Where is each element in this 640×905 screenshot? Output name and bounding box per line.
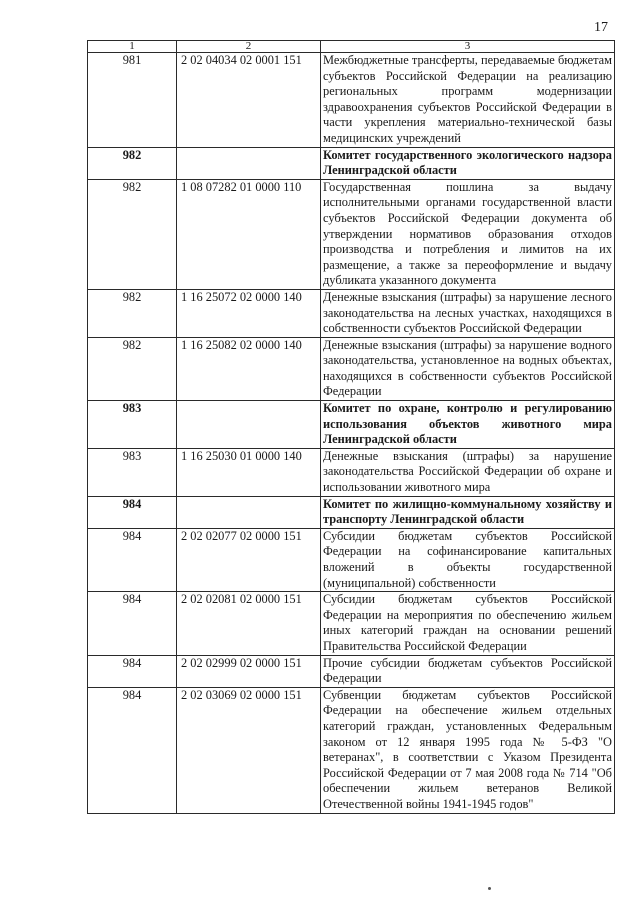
budget-code-cell: 2 02 02999 02 0000 151 xyxy=(177,655,321,687)
admin-code-cell: 982 xyxy=(88,179,177,289)
organization-name-cell: Комитет по охране, контролю и регулированию использования объектов животного мира Ленинградской области xyxy=(321,401,615,449)
admin-code-cell: 984 xyxy=(88,528,177,591)
table-row xyxy=(88,528,615,591)
revenue-name-cell: Субвенции бюджетам субъектов Российской Федерации на обеспечение жильем отдельных категорий граждан, установленных Федеральным законом от 12 января 1995 года № 5-ФЗ "О ветеранах", в соответствии с Указом Президента Российской Федерации от 7 мая 2008 года № 714 "Об обеспечении жильем ветеранов Великой Отечественной войны 1941-1945 годов" xyxy=(321,687,615,813)
admin-code-cell: 983 xyxy=(88,401,177,449)
revenue-name-cell: Денежные взыскания (штрафы) за нарушение законодательства Российской Федерации об охране и использовании животного мира xyxy=(321,448,615,496)
revenue-administrators-table xyxy=(87,40,615,814)
admin-code-cell: 984 xyxy=(88,655,177,687)
revenue-name-cell: Субсидии бюджетам субъектов Российской Федерации на софинансирование капитальных вложений в объекты государственной (муниципальной) собственности xyxy=(321,528,615,591)
admin-code-cell: 984 xyxy=(88,687,177,813)
organization-name-cell: Комитет по жилищно-коммунальному хозяйству и транспорту Ленинградской области xyxy=(321,496,615,528)
budget-code-cell xyxy=(177,401,321,449)
revenue-name-cell: Государственная пошлина за выдачу исполнительными органами государственной власти субъектов Российской Федерации документа об утверждении нормативов образования отходов производства и потребления и лимитов на их размещение, а также за переоформление и выдачу дубликата указанного документа xyxy=(321,179,615,289)
budget-code-cell: 1 16 25082 02 0000 140 xyxy=(177,337,321,400)
admin-code-cell: 982 xyxy=(88,147,177,179)
table-row xyxy=(88,592,615,655)
table-body xyxy=(88,41,615,814)
table-header-row xyxy=(88,41,615,53)
revenue-name-cell: Субсидии бюджетам субъектов Российской Федерации на мероприятия по обеспечению жильем иных категорий граждан на основании решений Правительства Российской Федерации xyxy=(321,592,615,655)
organization-name-cell: Комитет государственного экологического надзора Ленинградской области xyxy=(321,147,615,179)
table-row xyxy=(88,289,615,337)
admin-code-cell: 984 xyxy=(88,496,177,528)
budget-code-cell xyxy=(177,147,321,179)
table-row xyxy=(88,687,615,813)
budget-code-cell: 1 08 07282 01 0000 110 xyxy=(177,179,321,289)
scan-speck xyxy=(488,887,491,890)
table-row xyxy=(88,337,615,400)
budget-code-cell: 2 02 04034 02 0001 151 xyxy=(177,53,321,148)
budget-code-cell xyxy=(177,496,321,528)
admin-code-cell: 981 xyxy=(88,53,177,148)
budget-code-cell: 2 02 02081 02 0000 151 xyxy=(177,592,321,655)
organization-row xyxy=(88,147,615,179)
table-row xyxy=(88,655,615,687)
admin-code-cell: 982 xyxy=(88,337,177,400)
budget-code-cell: 2 02 02077 02 0000 151 xyxy=(177,528,321,591)
table-row xyxy=(88,53,615,148)
budget-code-cell: 1 16 25072 02 0000 140 xyxy=(177,289,321,337)
column-header-1: 1 xyxy=(88,41,177,53)
column-header-3: 3 xyxy=(321,41,615,53)
admin-code-cell: 983 xyxy=(88,448,177,496)
revenue-name-cell: Межбюджетные трансферты, передаваемые бюджетам субъектов Российской Федерации на реализацию региональных программ модернизации здравоохранения субъектов Российской Федерации в части укрепления материально-технической базы медицинских учреждений xyxy=(321,53,615,148)
page-number: 17 xyxy=(594,20,608,35)
organization-row xyxy=(88,401,615,449)
table-row xyxy=(88,448,615,496)
table-row xyxy=(88,179,615,289)
admin-code-cell: 984 xyxy=(88,592,177,655)
column-header-2: 2 xyxy=(177,41,321,53)
admin-code-cell: 982 xyxy=(88,289,177,337)
budget-code-cell: 2 02 03069 02 0000 151 xyxy=(177,687,321,813)
revenue-name-cell: Денежные взыскания (штрафы) за нарушение водного законодательства, установленное на водных объектах, находящихся в собственности субъектов Российской Федерации xyxy=(321,337,615,400)
revenue-name-cell: Денежные взыскания (штрафы) за нарушение лесного законодательства на лесных участках, находящихся в собственности субъектов Российской Федерации xyxy=(321,289,615,337)
budget-code-cell: 1 16 25030 01 0000 140 xyxy=(177,448,321,496)
revenue-name-cell: Прочие субсидии бюджетам субъектов Российской Федерации xyxy=(321,655,615,687)
organization-row xyxy=(88,496,615,528)
